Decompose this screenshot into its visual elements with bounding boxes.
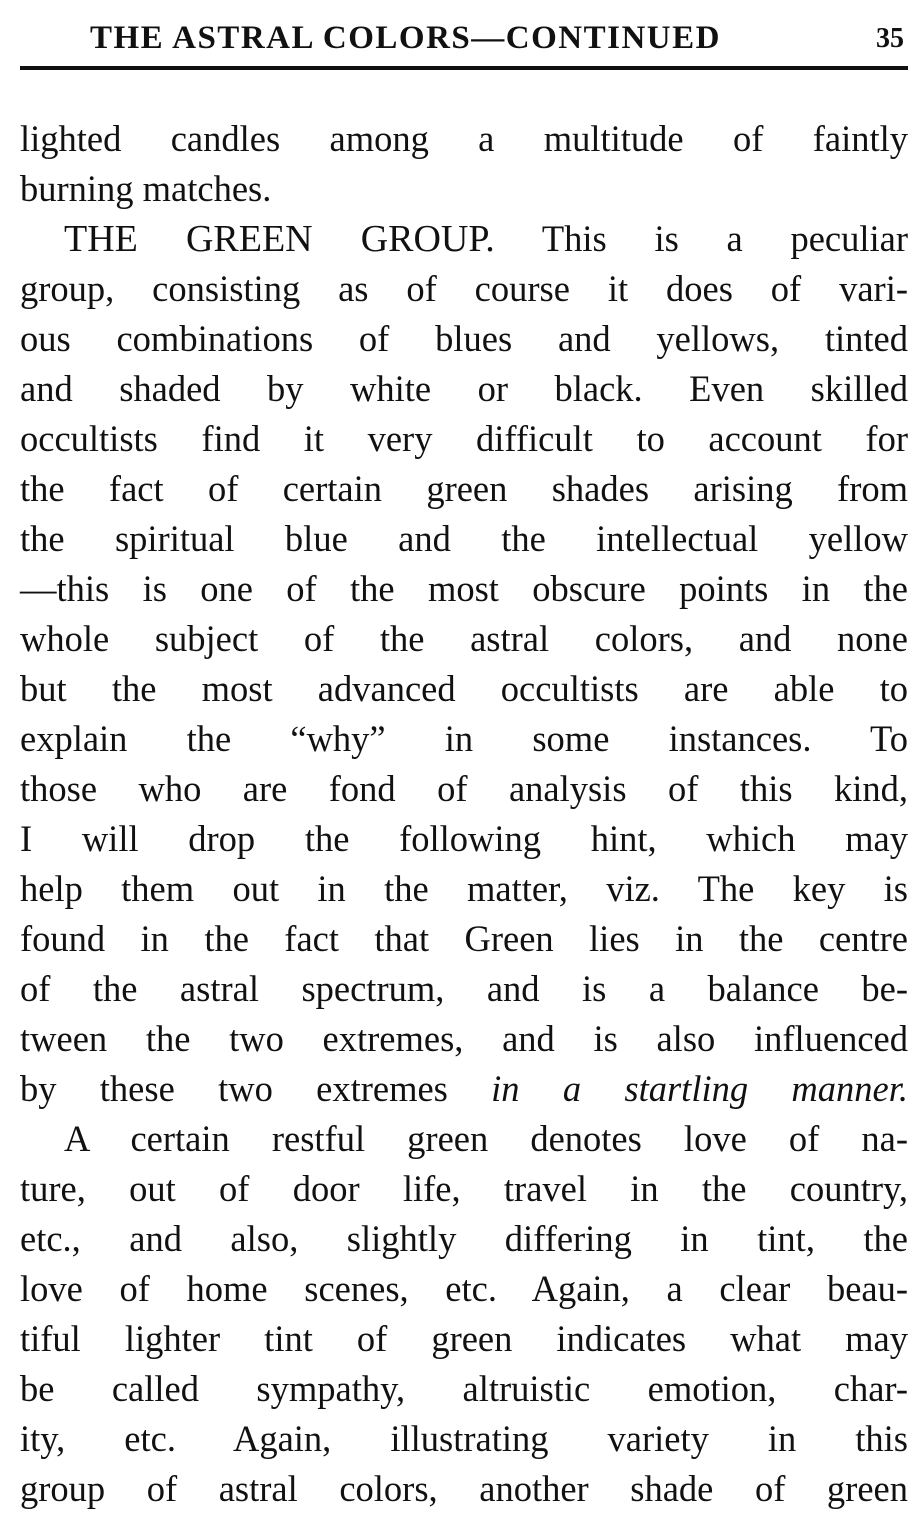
text-line: ous combinations of blues and yellows, tinted — [20, 318, 908, 359]
page-header — [20, 14, 908, 66]
text-line: tiful lighter tint of green indicates what may — [20, 1318, 908, 1359]
text-line: group of astral colors, another shade of green — [20, 1468, 908, 1509]
text-line: those who are fond of analysis of this kind, — [20, 768, 908, 809]
text-line: the fact of certain green shades arising from — [20, 468, 908, 509]
running-title: THE ASTRAL COLORS—CONTINUED — [90, 20, 721, 56]
header-rule — [20, 66, 908, 70]
text-line: the spiritual blue and the intellectual yellow — [20, 518, 908, 559]
text-line: and shaded by white or black. Even skilled — [20, 368, 908, 409]
text-line: ture, out of door life, travel in the country, — [20, 1168, 908, 1209]
text-line: etc., and also, slightly differing in tint, the — [20, 1218, 908, 1259]
italic-phrase: in a startling manner. — [491, 1068, 908, 1109]
text-line: ity, etc. Again, illustrating variety in this — [20, 1418, 908, 1459]
text-line: burning matches. — [20, 168, 272, 209]
text-line: —this is one of the most obscure points in the — [20, 568, 908, 609]
page-number: 35 — [876, 23, 904, 54]
text-line: but the most advanced occultists are able to — [20, 668, 908, 709]
text-line: by these two extremes in a startling manner. — [20, 1068, 908, 1109]
text-line: love of home scenes, etc. Again, a clear beau- — [20, 1268, 908, 1309]
text-line: help them out in the matter, viz. The key is — [20, 868, 908, 909]
text-line: A certain restful green denotes love of na- — [64, 1118, 908, 1159]
text-line: occultists find it very difficult to account for — [20, 418, 908, 459]
text-line: of the astral spectrum, and is a balance be- — [20, 968, 908, 1009]
text-line: THE GREEN GROUP. This is a peculiar — [64, 218, 908, 260]
body-text — [20, 114, 908, 1514]
text-line: be called sympathy, altruistic emotion, char- — [20, 1368, 908, 1409]
text-line: I will drop the following hint, which may — [20, 818, 908, 859]
text-line: group, consisting as of course it does of vari- — [20, 268, 908, 309]
section-heading: THE GREEN GROUP. — [64, 218, 495, 260]
text-line: found in the fact that Green lies in the centre — [20, 918, 908, 959]
text-line: whole subject of the astral colors, and none — [20, 618, 908, 659]
text-line: explain the “why” in some instances. To — [20, 718, 908, 759]
text-line: lighted candles among a multitude of faintly — [20, 118, 908, 159]
text-line: tween the two extremes, and is also influenced — [20, 1018, 908, 1059]
